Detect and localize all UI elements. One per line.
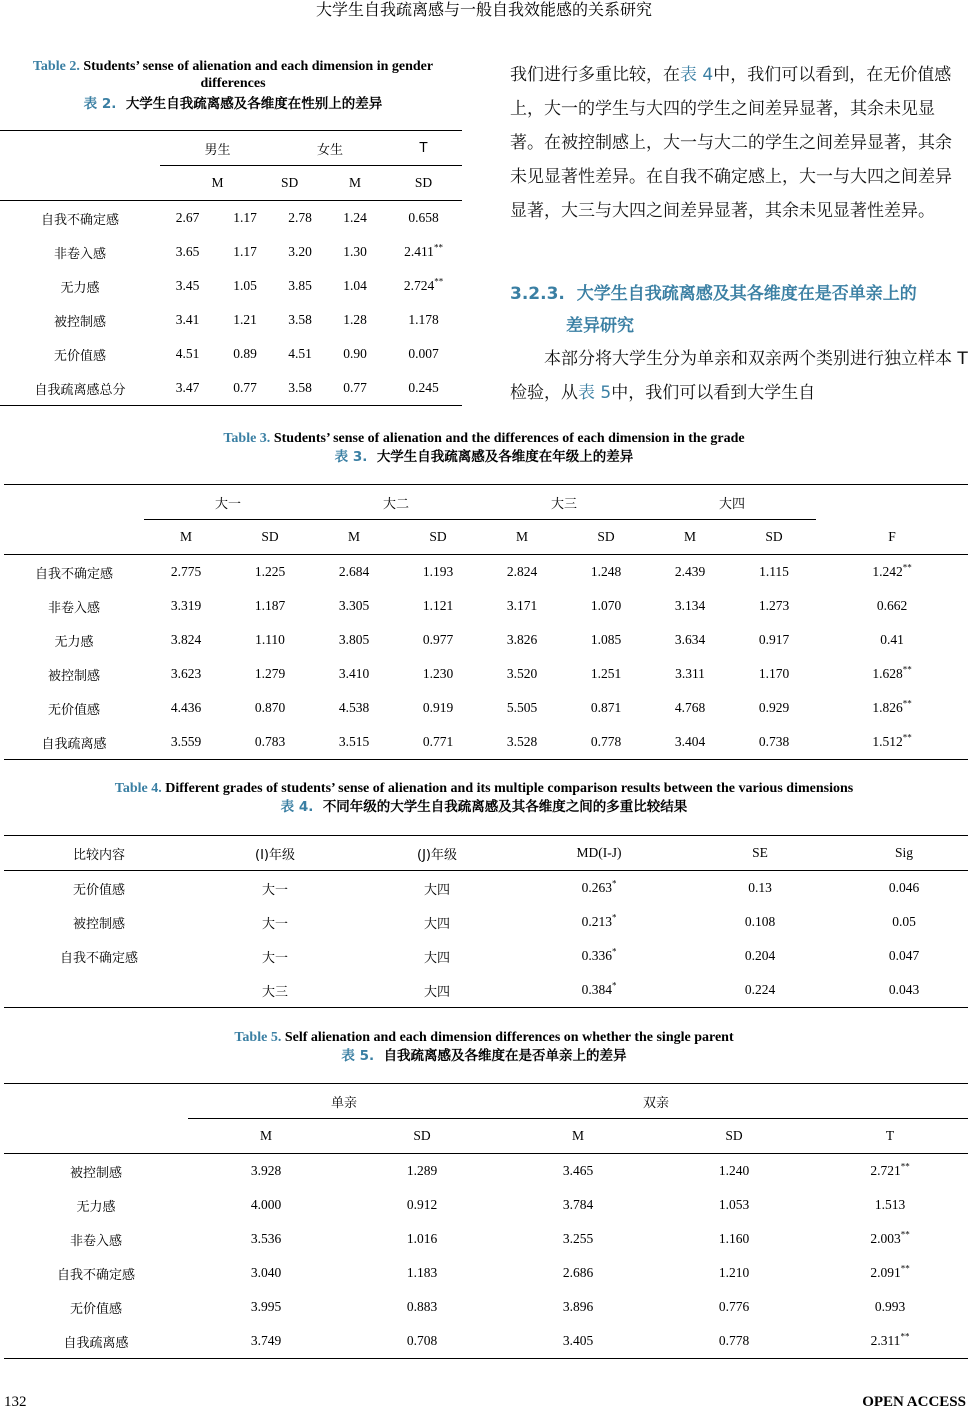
- table2-sub-sd2: SD: [385, 166, 462, 201]
- cell: 3.58: [288, 312, 312, 327]
- cell: 1.04: [343, 278, 367, 293]
- md-cell-value: 0.213: [581, 914, 612, 929]
- running-header: 大学生自我疏离感与一般自我效能感的关系研究: [315, 0, 652, 19]
- cell: 3.784: [562, 1197, 594, 1212]
- cell: 3.305: [338, 598, 370, 613]
- paragraph-multiple-comparison: [510, 58, 968, 228]
- table-row: [4, 589, 968, 623]
- p2-text-a: 本部分将大学生分为单亲和双亲两个类别进行独立样本 T 检验，从: [510, 349, 968, 403]
- table4-title-zh: 不同年级的大学生自我疏离感及其各维度之间的多重比较结果: [322, 799, 688, 815]
- f-value-cell: [816, 657, 968, 691]
- cell: 1.210: [718, 1265, 750, 1280]
- cell: 2.439: [674, 564, 706, 579]
- table-row: [4, 691, 968, 725]
- table4-header: Sig: [894, 845, 913, 860]
- table5-subheader: SD: [344, 1119, 500, 1154]
- cell: 1.160: [718, 1231, 750, 1246]
- table3-subheader: SD: [732, 520, 816, 555]
- cell: 1.016: [406, 1231, 438, 1246]
- table-row: [4, 973, 968, 1008]
- table3-subheader: M: [480, 520, 564, 555]
- md-cell-sig: *: [611, 946, 617, 957]
- grade-i: 大一: [261, 950, 288, 966]
- cell: 3.040: [250, 1265, 282, 1280]
- cell: 1.05: [233, 278, 257, 293]
- f-value-cell-sig: **: [902, 732, 912, 743]
- cell: 1.187: [254, 598, 286, 613]
- cell: 0.776: [718, 1299, 750, 1314]
- row-label: 自我疏离感: [63, 1335, 129, 1351]
- sig-cell: 0.046: [888, 880, 920, 895]
- cell: 4.768: [674, 700, 706, 715]
- cell: 1.28: [343, 312, 367, 327]
- grade-j: 大四: [423, 916, 450, 932]
- row-label: 无价值感: [47, 702, 100, 718]
- table5-group-double: 双亲: [642, 1095, 669, 1111]
- t-value-cell: [385, 371, 462, 406]
- table2-sub-m1: M: [160, 166, 275, 201]
- cell: 1.110: [255, 632, 285, 647]
- cell: 3.995: [250, 1299, 282, 1314]
- table4-header: SE: [752, 845, 768, 860]
- sig-cell: 0.043: [888, 982, 920, 997]
- table4-header: (J)年级: [417, 847, 457, 863]
- cell: 1.193: [422, 564, 454, 579]
- t-value-cell-sig: **: [900, 1331, 910, 1342]
- t-value-cell-value: 0.007: [408, 346, 439, 361]
- cell: 1.115: [759, 564, 789, 579]
- row-label: 被控制感: [53, 314, 106, 330]
- table3: [4, 484, 968, 760]
- row-label: 无力感: [76, 1199, 116, 1215]
- f-value-cell-value: 1.242: [872, 564, 903, 579]
- f-value-cell-sig: **: [902, 562, 912, 573]
- cell: 0.771: [422, 734, 454, 749]
- cell: 1.273: [758, 598, 790, 613]
- cell: 4.51: [288, 346, 312, 361]
- cell: 0.778: [590, 734, 622, 749]
- t-value-cell: [812, 1290, 968, 1324]
- section-heading: [510, 278, 968, 342]
- f-value-cell-value: 0.41: [880, 632, 904, 647]
- table-row: [0, 201, 462, 236]
- table3-subheader: M: [648, 520, 732, 555]
- row-label: 非卷入感: [47, 600, 100, 616]
- open-access-label: OPEN ACCESS: [862, 1394, 966, 1410]
- t-value-cell-sig: **: [900, 1229, 910, 1240]
- cell: 0.90: [343, 346, 367, 361]
- row-label: 自我不确定感: [40, 212, 119, 228]
- grade-j: 大四: [423, 882, 450, 898]
- comparison-content: [4, 973, 194, 1008]
- grade-i: 大一: [261, 916, 288, 932]
- cell: 2.824: [506, 564, 538, 579]
- table-row: [0, 269, 462, 303]
- cell: 0.917: [758, 632, 790, 647]
- table-row: [0, 371, 462, 406]
- table2-group-male: 男生: [204, 142, 231, 158]
- table4-caption: [0, 780, 968, 817]
- row-label: 无力感: [60, 280, 100, 296]
- cell: 3.58: [288, 380, 312, 395]
- cell: 2.67: [175, 210, 200, 225]
- p2-text-b: 中，我们可以看到大学生自: [611, 383, 816, 403]
- cell: 4.538: [338, 700, 370, 715]
- cell: 4.436: [170, 700, 202, 715]
- t-value-cell-sig: **: [433, 242, 443, 253]
- table3-subheader: SD: [228, 520, 312, 555]
- table3-label-en: Table 3.: [223, 431, 271, 446]
- table2-label-en: Table 2.: [32, 59, 80, 74]
- cell: 1.24: [343, 210, 367, 225]
- t-value-cell: [385, 303, 462, 337]
- cell: 2.686: [562, 1265, 594, 1280]
- t-value-cell: [812, 1154, 968, 1189]
- cell: 1.121: [422, 598, 454, 613]
- cell: 3.405: [562, 1333, 594, 1348]
- cell: 0.977: [422, 632, 454, 647]
- cell: 3.171: [506, 598, 538, 613]
- t-value-cell: [812, 1256, 968, 1290]
- cell: 3.47: [175, 380, 200, 395]
- cell: 1.053: [718, 1197, 750, 1212]
- se-cell: 0.224: [744, 982, 776, 997]
- cell: 1.21: [233, 312, 257, 327]
- cell: 3.41: [175, 312, 200, 327]
- table-row: [0, 235, 462, 269]
- cell: 0.778: [718, 1333, 750, 1348]
- grade-i: 大一: [261, 882, 288, 898]
- table3-title-en: Students’ sense of alienation and the differences of each dimension in the grade: [273, 431, 745, 446]
- table-row: [4, 1188, 968, 1222]
- table-row: [0, 337, 462, 371]
- table4-header: MD(I-J): [576, 845, 622, 860]
- f-value-cell-value: 1.826: [872, 700, 903, 715]
- t-value-cell-sig: **: [900, 1161, 910, 1172]
- cell: 3.520: [506, 666, 538, 681]
- cell: 3.805: [338, 632, 370, 647]
- table4-title-en: Different grades of students’ sense of alienation and its multiple comparison results between the various dimensions: [165, 781, 854, 796]
- t-value-cell-value: 2.411: [404, 244, 434, 259]
- t-value-cell-value: 2.091: [870, 1265, 901, 1280]
- p1-text-b: 中，我们可以看到，在无价值感上，大一的学生与大四的学生之间差异显著，其余未见显著。在被控制感上，大一与大二的学生之间差异显著，其余未见显著性差异。在自我不确定感上，大一与大四之间差异显著，大三与大四之间差异显著，其余未见显著性差异。: [510, 65, 952, 221]
- cell: 0.912: [406, 1197, 438, 1212]
- f-value-cell-value: 0.662: [876, 598, 908, 613]
- table3-subheader: M: [144, 520, 228, 555]
- table4-header: 比较内容: [72, 847, 125, 863]
- table5-label-en: Table 5.: [234, 1030, 282, 1045]
- grade-j: 大四: [423, 950, 450, 966]
- cell: 4.51: [175, 346, 200, 361]
- t-value-cell: [812, 1324, 968, 1359]
- table5-subheader: M: [188, 1119, 344, 1154]
- t-value-cell: [385, 269, 462, 303]
- cell: 3.824: [170, 632, 202, 647]
- cell: 1.251: [590, 666, 622, 681]
- table4-link[interactable]: 表 4: [680, 65, 714, 85]
- cell: 3.85: [288, 278, 312, 293]
- cell: 3.65: [175, 244, 200, 259]
- table4-header: (I)年级: [255, 847, 295, 863]
- sig-cell: 0.05: [892, 914, 916, 929]
- t-value-cell-value: 2.311: [870, 1333, 901, 1348]
- table-row: [4, 1222, 968, 1256]
- table5-title-en: Self alienation and each dimension differences on whether the single parent: [284, 1030, 734, 1045]
- md-cell: [518, 939, 680, 973]
- cell: 0.870: [254, 700, 286, 715]
- row-label: 自我疏离感总分: [34, 382, 126, 398]
- t-value-cell: [385, 337, 462, 371]
- cell: 3.255: [562, 1231, 594, 1246]
- se-cell: 0.108: [744, 914, 776, 929]
- row-label: 无价值感: [69, 1301, 122, 1317]
- md-cell-value: 0.263: [581, 880, 612, 895]
- cell: 0.783: [254, 734, 286, 749]
- cell: 1.240: [718, 1163, 750, 1178]
- cell: 5.505: [506, 700, 538, 715]
- table2-title-en: Students’ sense of alienation and each dimension in gender differences: [83, 59, 434, 91]
- f-value-cell-value: 1.512: [872, 734, 903, 749]
- cell: 3.45: [175, 278, 200, 293]
- t-value-cell-value: 0.658: [408, 210, 439, 225]
- cell: 0.708: [406, 1333, 438, 1348]
- row-label: 被控制感: [47, 668, 100, 684]
- table2-group-t: T: [419, 140, 428, 156]
- cell: 3.559: [170, 734, 202, 749]
- table-row: [0, 303, 462, 337]
- cell: 3.536: [250, 1231, 282, 1246]
- comparison-content: 无价值感: [72, 882, 125, 898]
- cell: 3.404: [674, 734, 706, 749]
- cell: 1.17: [233, 244, 257, 259]
- table4: [4, 835, 968, 1008]
- f-value-cell-value: 1.628: [872, 666, 903, 681]
- cell: 1.070: [590, 598, 622, 613]
- t-value-cell-value: 2.721: [870, 1163, 901, 1178]
- cell: 1.230: [422, 666, 454, 681]
- table3-caption: [0, 430, 968, 467]
- table-row: [4, 1154, 968, 1189]
- md-cell-sig: *: [611, 980, 617, 991]
- row-label: 非卷入感: [69, 1233, 122, 1249]
- table2: [0, 130, 462, 406]
- cell: 0.919: [422, 700, 454, 715]
- cell: 3.515: [338, 734, 370, 749]
- cell: 3.20: [288, 244, 312, 259]
- cell: 0.738: [758, 734, 790, 749]
- table4-label-zh: 表 4.: [280, 799, 314, 815]
- cell: 3.319: [170, 598, 202, 613]
- table-row: [4, 725, 968, 760]
- t-value-cell-sig: **: [434, 276, 444, 287]
- table3-group-3: 大三: [550, 496, 577, 512]
- cell: 1.248: [590, 564, 622, 579]
- cell: 2.684: [338, 564, 370, 579]
- table3-title-zh: 大学生自我疏离感及各维度在年级上的差异: [376, 449, 634, 465]
- table3-group-2: 大二: [382, 496, 409, 512]
- cell: 1.183: [406, 1265, 438, 1280]
- cell: 0.89: [233, 346, 257, 361]
- cell: 3.465: [562, 1163, 594, 1178]
- section-title-line1: 大学生自我疏离感及其各维度在是否单亲上的: [576, 284, 917, 304]
- table5-subheader: M: [500, 1119, 656, 1154]
- row-label: 无价值感: [53, 348, 106, 364]
- table-row: [4, 555, 968, 590]
- table5-subheader: SD: [656, 1119, 812, 1154]
- table4-label-en: Table 4.: [114, 781, 162, 796]
- table3-group-4: 大四: [718, 496, 745, 512]
- table5: [4, 1083, 968, 1359]
- table-row: [4, 1256, 968, 1290]
- section-title-line2: 差异研究: [566, 316, 634, 336]
- t-value-cell-value: 1.178: [408, 312, 439, 327]
- table5-subheader: T: [812, 1119, 968, 1154]
- cell: 3.410: [338, 666, 370, 681]
- t-value-cell-value: 0.245: [408, 380, 439, 395]
- f-value-cell: [816, 691, 968, 725]
- p1-text-a: 我们进行多重比较，在: [510, 65, 680, 85]
- table-row: [4, 1324, 968, 1359]
- cell: 0.77: [233, 380, 257, 395]
- table2-sub-sd1: SD: [275, 166, 325, 201]
- row-label: 被控制感: [69, 1165, 122, 1181]
- table3-subheader: SD: [396, 520, 480, 555]
- cell: 3.634: [674, 632, 706, 647]
- cell: 1.279: [254, 666, 286, 681]
- cell: 0.929: [758, 700, 790, 715]
- section-number: 3.2.3.: [510, 284, 565, 304]
- f-value-cell: [816, 555, 968, 590]
- row-label: 自我疏离感: [41, 736, 107, 752]
- se-cell: 0.204: [744, 948, 776, 963]
- cell: 3.928: [250, 1163, 282, 1178]
- cell: 1.17: [233, 210, 257, 225]
- table-row: [4, 623, 968, 657]
- table-row: [4, 939, 968, 973]
- md-cell-value: 0.336: [581, 948, 612, 963]
- t-value-cell: [385, 235, 462, 269]
- sig-cell: 0.047: [888, 948, 920, 963]
- table5-label-zh: 表 5.: [341, 1048, 375, 1064]
- table5-group-single: 单亲: [330, 1095, 357, 1111]
- cell: 3.749: [250, 1333, 282, 1348]
- table-row: [4, 905, 968, 939]
- table2-sub-m2: M: [325, 166, 385, 201]
- cell: 3.311: [675, 666, 705, 681]
- table-row: [4, 1290, 968, 1324]
- grade-j: 大四: [423, 984, 450, 1000]
- paragraph-single-parent: [510, 342, 968, 410]
- md-cell: [518, 973, 680, 1008]
- table3-subheader: F: [888, 528, 896, 544]
- t-value-cell: [812, 1188, 968, 1222]
- table3-label-zh: 表 3.: [334, 449, 368, 465]
- cell: 2.775: [170, 564, 202, 579]
- md-cell-sig: *: [611, 912, 617, 923]
- cell: 4.000: [250, 1197, 282, 1212]
- cell: 1.289: [406, 1163, 438, 1178]
- table2-title-zh: 大学生自我疏离感及各维度在性别上的差异: [125, 96, 383, 112]
- table2-caption-en: [4, 58, 462, 114]
- table-row: [4, 657, 968, 691]
- cell: 1.085: [590, 632, 622, 647]
- t-value-cell: [385, 201, 462, 236]
- md-cell-sig: *: [611, 878, 617, 889]
- table5-link[interactable]: 表 5: [578, 383, 612, 403]
- f-value-cell: [816, 623, 968, 657]
- cell: 1.170: [758, 666, 790, 681]
- row-label: 自我不确定感: [34, 566, 113, 582]
- page-number: 132: [4, 1394, 27, 1410]
- t-value-cell-value: 2.724: [403, 278, 435, 293]
- table2-group-female: 女生: [316, 142, 343, 158]
- cell: 3.896: [562, 1299, 594, 1314]
- row-label: 非卷入感: [53, 246, 106, 262]
- cell: 3.826: [506, 632, 538, 647]
- table3-subheader: SD: [564, 520, 648, 555]
- f-value-cell-sig: **: [902, 698, 912, 709]
- cell: 0.883: [406, 1299, 438, 1314]
- cell: 0.77: [343, 380, 367, 395]
- se-cell: 0.13: [748, 880, 772, 895]
- t-value-cell-value: 0.993: [874, 1299, 906, 1314]
- table2-label-zh: 表 2.: [83, 96, 117, 112]
- cell: 1.30: [343, 244, 367, 259]
- row-label: 无力感: [54, 634, 94, 650]
- cell: 3.134: [674, 598, 706, 613]
- t-value-cell-value: 1.513: [874, 1197, 906, 1212]
- f-value-cell-sig: **: [902, 664, 912, 675]
- cell: 0.871: [590, 700, 622, 715]
- cell: 2.78: [288, 210, 312, 225]
- cell: 3.528: [506, 734, 538, 749]
- t-value-cell-value: 2.003: [870, 1231, 901, 1246]
- f-value-cell: [816, 725, 968, 760]
- t-value-cell: [812, 1222, 968, 1256]
- table-row: [4, 871, 968, 906]
- cell: 1.225: [254, 564, 286, 579]
- comparison-content: 被控制感: [72, 916, 125, 932]
- md-cell-value: 0.384: [581, 982, 612, 997]
- table3-subheader: M: [312, 520, 396, 555]
- cell: 3.623: [170, 666, 202, 681]
- comparison-content: 自我不确定感: [59, 950, 138, 966]
- f-value-cell: [816, 589, 968, 623]
- table5-caption: [0, 1029, 968, 1066]
- md-cell: [518, 871, 680, 906]
- t-value-cell-sig: **: [900, 1263, 910, 1274]
- row-label: 自我不确定感: [56, 1267, 135, 1283]
- md-cell: [518, 905, 680, 939]
- table5-title-zh: 自我疏离感及各维度在是否单亲上的差异: [383, 1048, 627, 1064]
- table3-group-1: 大一: [214, 496, 241, 512]
- grade-i: 大三: [261, 984, 288, 1000]
